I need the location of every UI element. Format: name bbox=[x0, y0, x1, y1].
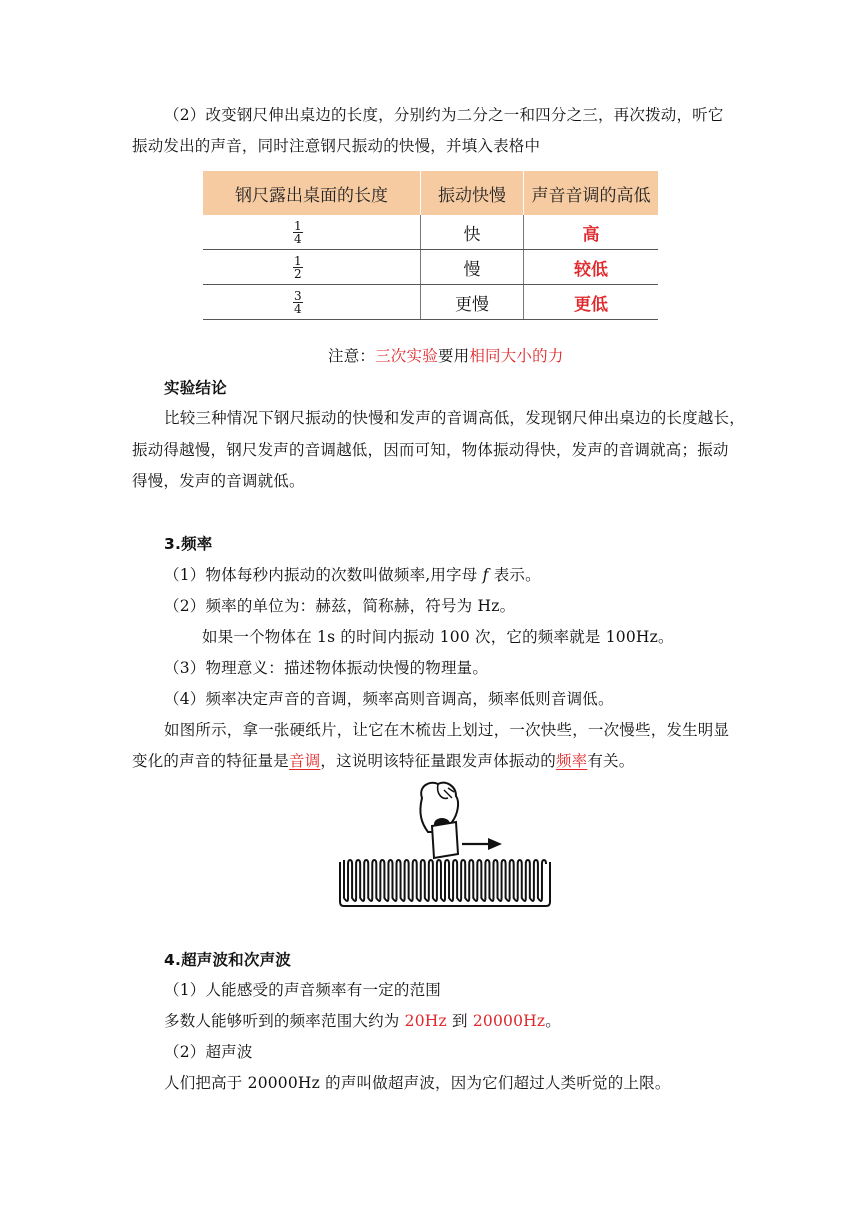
paragraph-line: 得慢，发声的音调就低。 bbox=[132, 472, 305, 490]
fraction-denominator: 4 bbox=[294, 231, 302, 246]
fraction-denominator: 4 bbox=[294, 301, 302, 316]
fraction bbox=[293, 255, 303, 280]
note-highlight: 相同大小的力 bbox=[469, 347, 564, 365]
fraction-numerator: 1 bbox=[294, 218, 302, 233]
table-header: 声音音调的高低 bbox=[524, 171, 659, 215]
fraction bbox=[293, 290, 303, 315]
table-row bbox=[203, 250, 658, 285]
text-run: 到 bbox=[446, 1012, 473, 1030]
answer-blank: 频率 bbox=[555, 752, 588, 770]
paragraph-line bbox=[164, 564, 541, 586]
text-run: 。 bbox=[545, 1012, 561, 1030]
fraction-numerator: 1 bbox=[294, 253, 302, 268]
speed-cell: 更慢 bbox=[421, 285, 524, 320]
text-run: 变化的声音的特征量是 bbox=[132, 752, 290, 770]
paragraph-line: （2）频率的单位为：赫兹，简称赫，符号为 Hz。 bbox=[164, 597, 516, 615]
comb-card-illustration bbox=[338, 778, 552, 908]
table-header: 钢尺露出桌面的长度 bbox=[203, 171, 421, 215]
text-run: 多数人能够听到的频率范围大约为 bbox=[164, 1012, 405, 1030]
intro-line-1: （2）改变钢尺伸出桌边的长度，分别约为二分之一和四分之三，再次拨动，听它 bbox=[164, 106, 724, 124]
table-header-row bbox=[203, 171, 658, 215]
comb-icon bbox=[340, 860, 550, 906]
paragraph-line: （1）人能感受的声音频率有一定的范围 bbox=[164, 981, 441, 999]
pitch-cell: 更低 bbox=[524, 285, 659, 320]
paragraph-line: （3）物理意义：描述物体振动快慢的物理量。 bbox=[164, 659, 489, 677]
paragraph-line bbox=[132, 750, 634, 772]
paragraph-line: 如果一个物体在 1s 的时间内振动 100 次，它的频率就是 100Hz。 bbox=[202, 628, 674, 646]
text-run: 表示。 bbox=[488, 566, 541, 584]
freq-highlight: 20Hz bbox=[404, 1012, 447, 1030]
note-mid: 要用 bbox=[437, 347, 470, 365]
length-cell bbox=[203, 285, 421, 320]
answer-blank: 音调 bbox=[289, 752, 321, 770]
symbol-f: f bbox=[482, 566, 489, 584]
section-heading: 4.超声波和次声波 bbox=[164, 951, 291, 969]
paragraph-line: 人们把高于 20000Hz 的声叫做超声波，因为它们超过人类听觉的上限。 bbox=[164, 1074, 671, 1092]
length-cell bbox=[203, 250, 421, 285]
text-run: （1）物体每秒内振动的次数叫做频率,用字母 bbox=[164, 566, 483, 584]
experiment-table bbox=[203, 171, 658, 320]
text-run: 有关。 bbox=[587, 752, 635, 770]
table-row bbox=[203, 285, 658, 320]
intro-line-2: 振动发出的声音，同时注意钢尺振动的快慢，并填入表格中 bbox=[132, 137, 541, 155]
note-prefix: 注意： bbox=[328, 347, 376, 365]
paragraph-line: （4）频率决定声音的音调，频率高则音调高，频率低则音调低。 bbox=[164, 690, 614, 708]
paragraph-line bbox=[164, 1010, 561, 1032]
card-icon bbox=[432, 822, 458, 858]
length-cell bbox=[203, 215, 421, 250]
speed-cell: 慢 bbox=[421, 250, 524, 285]
paragraph-line: 振动得越慢，钢尺发声的音调越低，因而可知，物体振动得快，发声的音调就高；振动 bbox=[132, 441, 729, 459]
paragraph-line: （2）超声波 bbox=[164, 1043, 253, 1061]
note-line bbox=[328, 345, 564, 367]
section-heading: 3.频率 bbox=[164, 535, 213, 553]
table-header: 振动快慢 bbox=[421, 171, 524, 215]
pitch-cell: 高 bbox=[524, 215, 659, 250]
freq-highlight: 20000Hz bbox=[472, 1012, 546, 1030]
section-heading: 实验结论 bbox=[164, 379, 227, 397]
note-highlight: 三次实验 bbox=[375, 347, 438, 365]
fraction-numerator: 3 bbox=[294, 288, 302, 303]
text-run: ，这说明该特征量跟发声体振动的 bbox=[320, 752, 556, 770]
pitch-cell: 较低 bbox=[524, 250, 659, 285]
fraction-denominator: 2 bbox=[294, 266, 302, 281]
table-row bbox=[203, 215, 658, 250]
paragraph-line: 比较三种情况下钢尺振动的快慢和发声的音调高低，发现钢尺伸出桌边的长度越长， bbox=[164, 409, 745, 427]
fraction bbox=[293, 220, 303, 245]
paragraph-line: 如图所示，拿一张硬纸片，让它在木梳齿上划过，一次快些，一次慢些，发生明显 bbox=[164, 721, 730, 739]
speed-cell: 快 bbox=[421, 215, 524, 250]
